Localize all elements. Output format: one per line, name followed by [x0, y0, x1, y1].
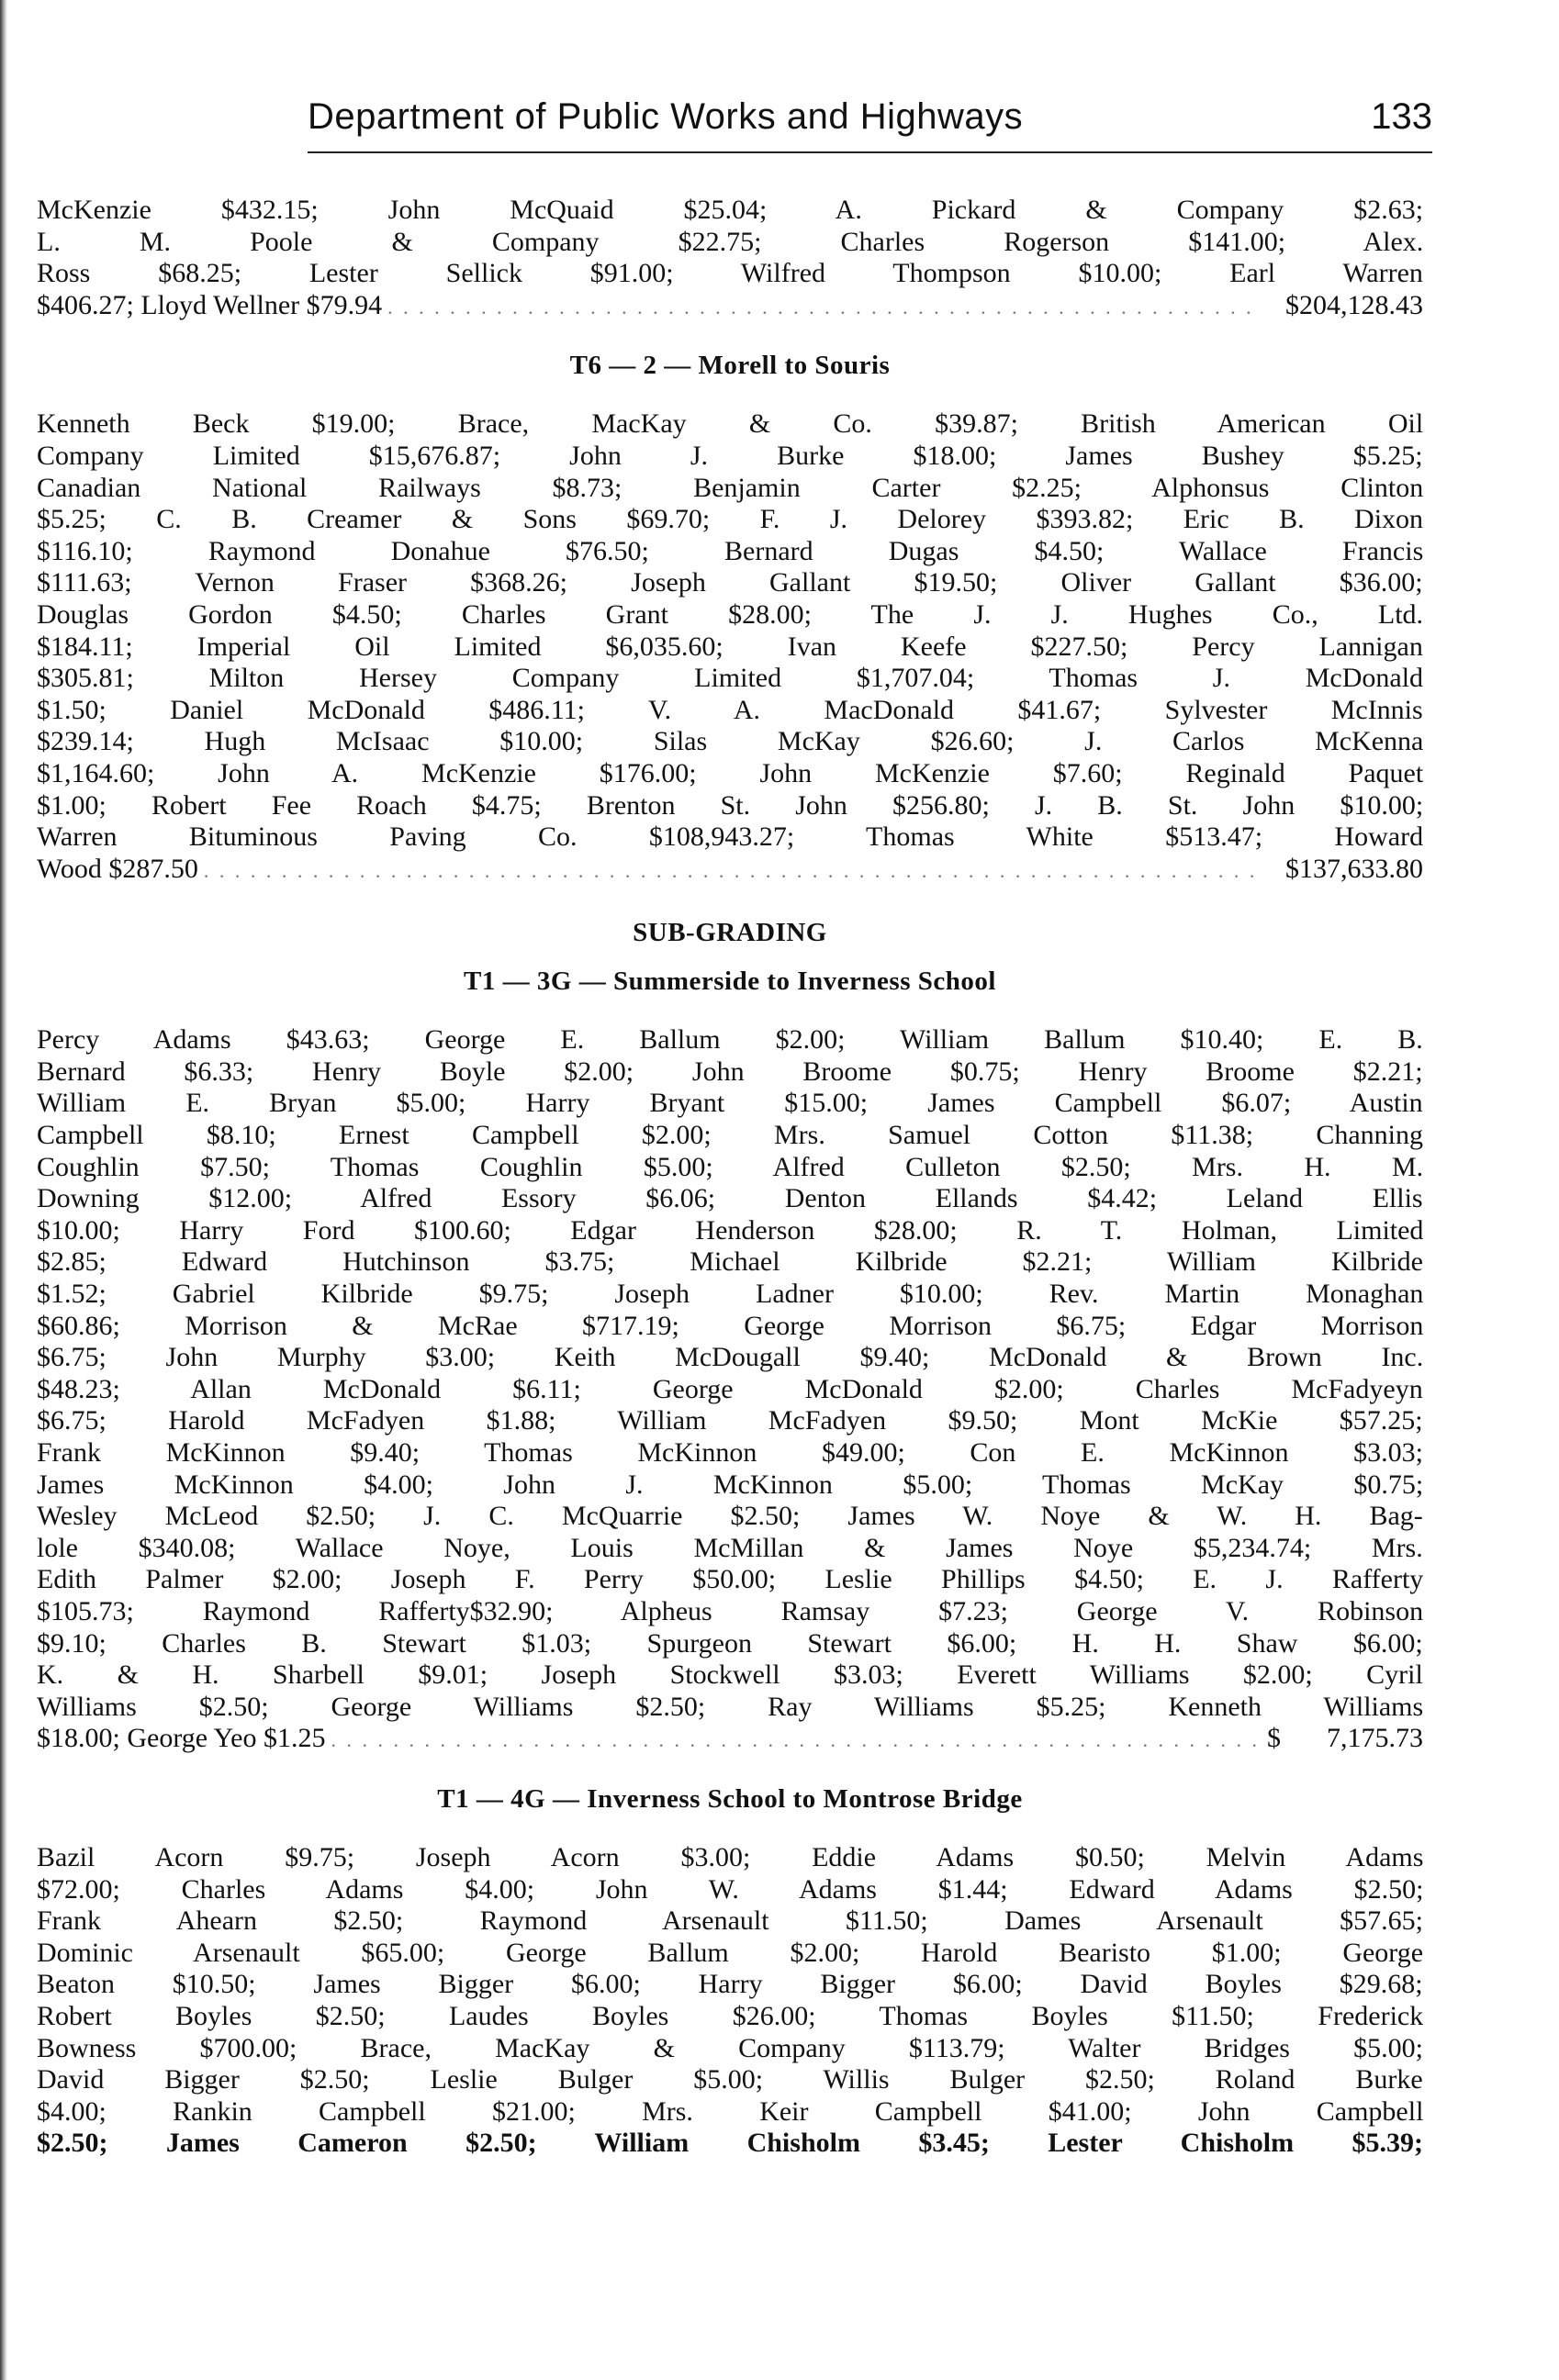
text-line: Wesley McLeod $2.50; J. C. McQuarrie $2.50; James W. Noye & W. H. Bag-: [37, 1501, 1423, 1532]
text-line: Bowness $700.00; Brace, MacKay & Company $113.79; Walter Bridges $5.00;: [37, 2032, 1423, 2063]
text-line: $1.00; Robert Fee Roach $4.75; Brenton St. John $256.80; J. B. St. John $10.00;: [37, 789, 1423, 821]
t1-4g-paragraph: [37, 1842, 1423, 2160]
text-line: Ross $68.25; Lester Sellick $91.00; Wilfred Thompson $10.00; Earl Warren: [37, 258, 1423, 289]
text-line: Frank Ahearn $2.50; Raymond Arsenault $11.50; Dames Arsenault $57.65;: [37, 1905, 1423, 1937]
t6-paragraph: [37, 408, 1423, 887]
text-line: Bernard $6.33; Henry Boyle $2.00; John Broome $0.75; Henry Broome $2.21;: [37, 1056, 1423, 1087]
text-line: Bazil Acorn $9.75; Joseph Acorn $3.00; Eddie Adams $0.50; Melvin Adams: [37, 1841, 1423, 1872]
section-total: $204,128.43: [1285, 289, 1423, 320]
text-line: $9.10; Charles B. Stewart $1.03; Spurgeon Stewart $6.00; H. H. Shaw $6.00;: [37, 1627, 1423, 1659]
text-line: $116.10; Raymond Donahue $76.50; Bernard Dugas $4.50; Wallace Francis: [37, 535, 1423, 566]
text-line: $18.00; George Yeo $1.25: [37, 1723, 326, 1754]
text-line: Company Limited $15,676.87; John J. Burke $18.00; James Bushey $5.25;: [37, 440, 1423, 471]
text-line: Campbell $8.10; Ernest Campbell $2.00; Mrs. Samuel Cotton $11.38; Channing: [37, 1120, 1423, 1151]
text-line: $1.50; Daniel McDonald $486.11; V. A. MacDonald $41.67; Sylvester McInnis: [37, 694, 1423, 725]
text-line: Beaton $10.50; James Bigger $6.00; Harry Bigger $6.00; David Boyles $29.68;: [37, 1969, 1423, 2000]
text-line: $4.00; Rankin Campbell $21.00; Mrs. Keir Campbell $41.00; John Campbell: [37, 2095, 1423, 2127]
text-line: James McKinnon $4.00; John J. McKinnon $5.00; Thomas McKay $0.75;: [37, 1469, 1423, 1500]
text-line: William E. Bryan $5.00; Harry Bryant $15.00; James Campbell $6.07; Austin: [37, 1088, 1423, 1119]
page-header: [308, 96, 1432, 153]
text-line: lole $340.08; Wallace Noye, Louis McMillan & James Noye $5,234.74; Mrs.: [37, 1532, 1423, 1563]
text-line: McKenzie $432.15; John McQuaid $25.04; A. Pickard & Company $2.63;: [37, 195, 1423, 225]
text-line: $2.85; Edward Hutchinson $3.75; Michael Kilbride $2.21; William Kilbride: [37, 1246, 1423, 1278]
text-line: Warren Bituminous Paving Co. $108,943.27; Thomas White $513.47; Howard: [37, 821, 1423, 853]
dot-leader: [331, 1725, 1262, 1757]
text-line: David Bigger $2.50; Leslie Bulger $5.00; Willis Bulger $2.50; Roland Burke: [37, 2064, 1423, 2095]
total-line: [37, 1723, 1423, 1757]
dot-leader: [204, 855, 1262, 888]
text-line: Kenneth Beck $19.00; Brace, MacKay & Co. $39.87; British American Oil: [37, 408, 1423, 440]
text-line: Robert Boyles $2.50; Laudes Boyles $26.00; Thomas Boyles $11.50; Frederick: [37, 2000, 1423, 2031]
text-line: $48.23; Allan McDonald $6.11; George McDonald $2.00; Charles McFadyeyn: [37, 1373, 1423, 1404]
text-line: $239.14; Hugh McIsaac $10.00; Silas McKay $26.60; J. Carlos McKenna: [37, 726, 1423, 757]
text-line: K. & H. Sharbell $9.01; Joseph Stockwell $3.03; Everett Williams $2.00; Cyril: [37, 1659, 1423, 1691]
text-line: Wood $287.50: [37, 853, 198, 884]
continued-paragraph: [37, 195, 1423, 323]
text-line: L. M. Poole & Company $22.75; Charles Rogerson $141.00; Alex.: [37, 226, 1423, 257]
text-line: Coughlin $7.50; Thomas Coughlin $5.00; Alfred Culleton $2.50; Mrs. H. M.: [37, 1151, 1423, 1182]
section-total: [1267, 1723, 1423, 1755]
text-line: Douglas Gordon $4.50; Charles Grant $28.00; The J. J. Hughes Co., Ltd.: [37, 598, 1423, 630]
text-line: $2.50; James Cameron $2.50; William Chisholm $3.45; Lester Chisholm $5.39;: [37, 2128, 1423, 2159]
section-title-t1-3g: T1 — 3G — Summerside to Inverness School: [464, 967, 996, 997]
text-line: Edith Palmer $2.00; Joseph F. Perry $50.00; Leslie Phillips $4.50; E. J. Rafferty: [37, 1564, 1423, 1595]
text-line: $10.00; Harry Ford $100.60; Edgar Henderson $28.00; R. T. Holman, Limited: [37, 1214, 1423, 1246]
text-line: $6.75; John Murphy $3.00; Keith McDougall $9.40; McDonald & Brown Inc.: [37, 1342, 1423, 1373]
section-total: $137,633.80: [1285, 853, 1423, 884]
text-line: Percy Adams $43.63; George E. Ballum $2.00; William Ballum $10.40; E. B.: [37, 1024, 1423, 1056]
total-line: [37, 290, 1423, 324]
text-line: $60.86; Morrison & McRae $717.19; George Morrison $6.75; Edgar Morrison: [37, 1310, 1423, 1341]
text-line: Downing $12.00; Alfred Essory $6.06; Denton Ellands $4.42; Leland Ellis: [37, 1183, 1423, 1214]
section-title-t1-4g: T1 — 4G — Inverness School to Montrose Bridge: [437, 1783, 1023, 1814]
text-line: $72.00; Charles Adams $4.00; John W. Adams $1.44; Edward Adams $2.50;: [37, 1873, 1423, 1905]
text-line: $406.27; Lloyd Wellner $79.94: [37, 289, 383, 320]
text-line: $1.52; Gabriel Kilbride $9.75; Joseph Ladner $10.00; Rev. Martin Monaghan: [37, 1279, 1423, 1310]
text-line: $105.73; Raymond Rafferty$32.90; Alpheus Ramsay $7.23; George V. Robinson: [37, 1595, 1423, 1626]
sub-grading-heading: SUB-GRADING: [633, 918, 827, 948]
text-line: Williams $2.50; George Williams $2.50; Ray Williams $5.25; Kenneth Williams: [37, 1691, 1423, 1722]
page-content: [37, 195, 1423, 2160]
text-line: Canadian National Railways $8.73; Benjamin Carter $2.25; Alphonsus Clinton: [37, 472, 1423, 503]
header-title: Department of Public Works and Highways: [308, 96, 1024, 137]
total-amount: 7,175.73: [1327, 1723, 1423, 1754]
text-line: Frank McKinnon $9.40; Thomas McKinnon $49.00; Con E. McKinnon $3.03;: [37, 1437, 1423, 1468]
text-line: Dominic Arsenault $65.00; George Ballum $2.00; Harold Bearisto $1.00; George: [37, 1937, 1423, 1968]
text-line: $184.11; Imperial Oil Limited $6,035.60; Ivan Keefe $227.50; Percy Lannigan: [37, 631, 1423, 662]
total-currency-symbol: $: [1267, 1723, 1281, 1754]
text-line: $305.81; Milton Hersey Company Limited $1,707.04; Thomas J. McDonald: [37, 663, 1423, 694]
total-line: [37, 854, 1423, 888]
text-line: $6.75; Harold McFadyen $1.88; William McFadyen $9.50; Mont McKie $57.25;: [37, 1405, 1423, 1436]
dot-leader: [387, 292, 1262, 324]
page-binding-edge: [0, 0, 7, 2380]
page-number: 133: [1371, 96, 1432, 137]
text-line: $111.63; Vernon Fraser $368.26; Joseph Gallant $19.50; Oliver Gallant $36.00;: [37, 567, 1423, 598]
text-line: $5.25; C. B. Creamer & Sons $69.70; F. J. Delorey $393.82; Eric B. Dixon: [37, 504, 1423, 535]
section-title-t6: T6 — 2 — Morell to Souris: [569, 351, 891, 381]
t1-3g-paragraph: [37, 1024, 1423, 1757]
text-line: $1,164.60; John A. McKenzie $176.00; John McKenzie $7.60; Reginald Paquet: [37, 757, 1423, 788]
